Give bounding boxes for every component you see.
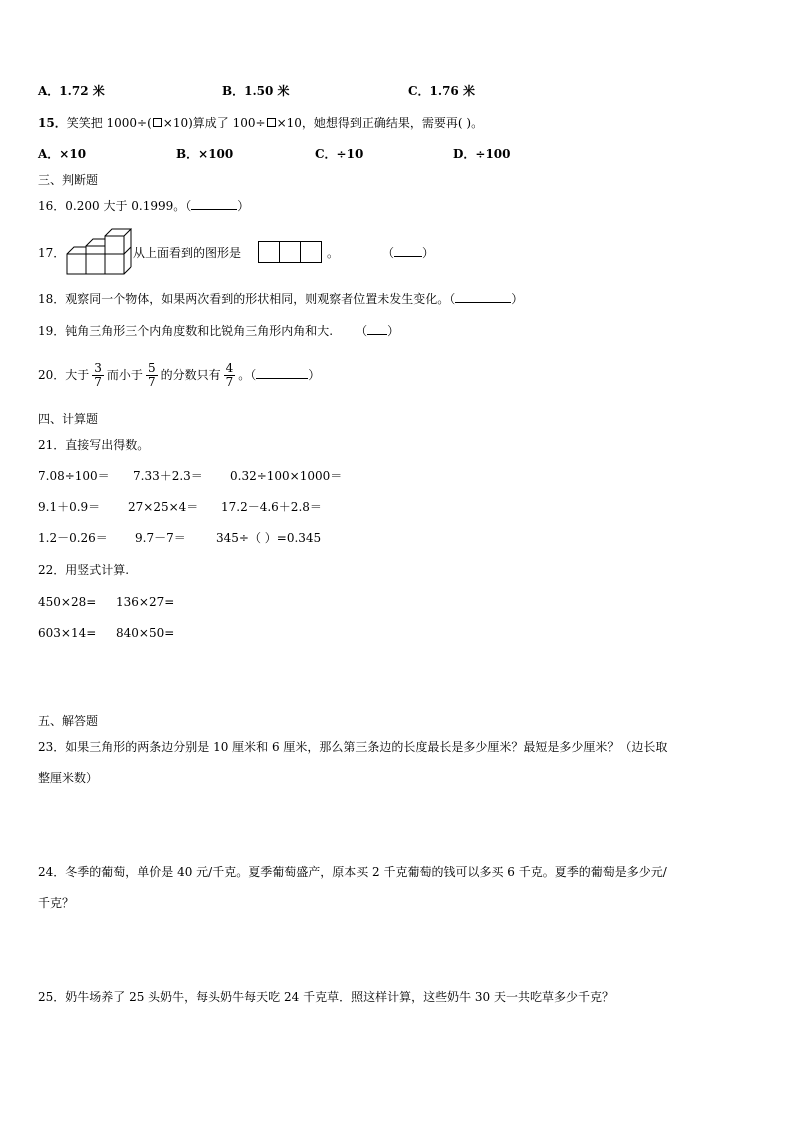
section-5-heading: 五、解答题 [38,714,99,728]
q21-item: 17.2－4.6＋2.8＝ [221,500,322,514]
q19-question: 19．钝角三角形三个内角度数和比锐角三角形内角和大. （ ） [38,324,400,338]
q21-item: 0.32÷100×1000＝ [230,469,343,483]
q15-option-c: C．÷10 [315,147,364,161]
q21-item: 1.2－0.26＝ [38,531,108,545]
q22-item: 136×27= [116,595,175,609]
answer-blank[interactable] [256,368,308,379]
q15-option-a: A．×10 [38,147,87,161]
q21-item: 7.33＋2.3＝ [133,469,203,483]
q18-question: 18．观察同一个物体，如果两次看到的形状相同，则观察者位置未发生变化。（ ） [38,292,524,306]
q22-item: 603×14= [38,626,97,640]
answer-blank[interactable] [455,292,511,303]
q15-question: 15．笑笑把 1000÷( ×10)算成了 100÷ ×10，她想得到正确结果，需要再( )。 [38,116,484,130]
section-4-heading: 四、计算题 [38,412,99,426]
q24-line-2: 千克？ [38,896,75,910]
q21-item: 27×25×4＝ [128,500,199,514]
q21-title: 21．直接写出得数。 [38,438,150,452]
top-view-three-squares-figure [258,241,324,263]
q14-option-b: B．1.50 米 [222,84,290,98]
q25-question: 25．奶牛场养了 25 头奶牛，每头奶牛每天吃 24 千克草．照这样计算，这些奶牛 30 天一共吃草多少千克？ [38,990,614,1004]
blank-square-icon [267,118,276,127]
q22-title: 22．用竖式计算. [38,563,130,577]
section-3-heading: 三、判断题 [38,173,99,187]
q17-answer: （ ） [382,246,435,260]
q24-line-1: 24．冬季的葡萄，单价是 40 元/千克。夏季葡萄盛产，原本买 2 千克葡萄的钱可以多买 6 千克。夏季的葡萄是多少元/ [38,865,667,879]
stacked-cubes-figure [66,228,132,276]
q17-num: 17． [38,246,66,260]
blank-square-icon [153,118,162,127]
q17-period: 。 [327,246,340,260]
q22-item: 840×50= [116,626,175,640]
q15-option-d: D．÷100 [453,147,511,161]
q21-item: 9.1＋0.9＝ [38,500,101,514]
q16-question: 16．0.200 大于 0.1999。（ ） [38,199,250,213]
q20-question: 20．大于 $\frac{3}{7}$ 而小于 $\frac{5}{7}$ 的分数只有 $\frac{4}{7}$ 。（ ） [38,361,321,389]
fraction-4-7: $\frac{4}{7}$ [225,361,234,389]
q14-option-a: A．1.72 米 [38,84,105,98]
fraction-3-7: $\frac{3}{7}$ [94,361,102,389]
q17-text: 从上面看到的图形是 [133,246,242,260]
q23-line-2: 整厘米数） [38,771,99,785]
answer-blank[interactable] [191,199,237,210]
q23-line-1: 23．如果三角形的两条边分别是 10 厘米和 6 厘米，那么第三条边的长度最长是多少厘米？最短是多少厘米？（边长取 [38,740,668,754]
answer-blank[interactable] [367,324,387,335]
q14-option-c: C．1.76 米 [408,84,475,98]
q21-item: 9.7－7＝ [135,531,186,545]
q15-option-b: B．×100 [176,147,234,161]
fraction-5-7: $\frac{5}{7}$ [147,361,156,389]
q22-item: 450×28= [38,595,97,609]
q21-item: 7.08÷100＝ [38,469,110,483]
q21-item: 345÷（ ）=0.345 [216,531,322,545]
answer-blank[interactable] [394,246,422,257]
